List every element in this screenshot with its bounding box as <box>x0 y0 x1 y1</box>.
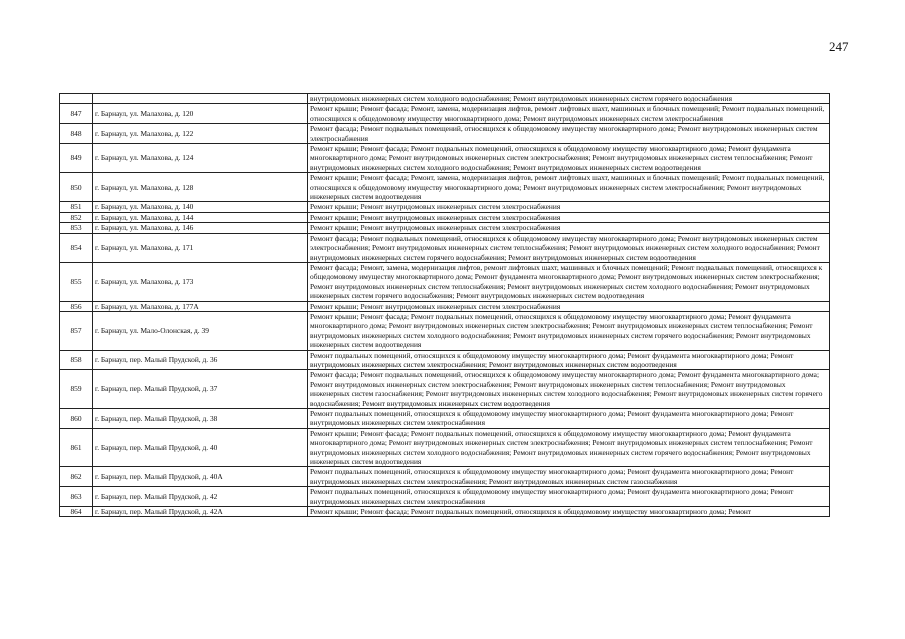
row-address: г. Барнаул, ул. Малахова, д. 173 <box>93 262 308 301</box>
row-works: Ремонт крыши; Ремонт фасада; Ремонт, замена, модернизация лифтов, ремонт лифтовых шахт, машинных и блочных помещений; Ремонт подвальных помещений, относящихся к общедомовому имуществу многоквартирного дома; Ремонт внутридомовых инженерных систем электроснабжения; Ремонт внутридомовых инженерных систем водоотведения <box>308 173 830 202</box>
repair-registry-table <box>59 93 830 517</box>
table-row <box>60 212 830 222</box>
row-number: 850 <box>60 173 93 202</box>
table-row <box>60 370 830 409</box>
row-number: 853 <box>60 223 93 233</box>
table-row <box>60 104 830 124</box>
row-number: 858 <box>60 350 93 370</box>
row-address: г. Барнаул, ул. Малахова, д. 124 <box>93 144 308 173</box>
row-works: Ремонт подвальных помещений, относящихся к общедомовому имуществу многоквартирного дома; Ремонт фундамента многоквартирного дома; Ремонт внутридомовых инженерных систем электроснабжения; Ремонт внутридомовых инженерных систем водоотведения <box>308 350 830 370</box>
table-row <box>60 202 830 212</box>
table-row <box>60 487 830 507</box>
table-row <box>60 311 830 350</box>
row-works: Ремонт фасада; Ремонт подвальных помещений, относящихся к общедомовому имуществу многоквартирного дома; Ремонт фундамента многоквартирного дома; Ремонт внутридомовых инженерных систем электроснабжения; Ремонт внутридомовых инженерных систем теплоснабжения; Ремонт внутридомовых инженерных систем газоснабжения; Ремонт внутридомовых инженерных систем холодного водоснабжения; Ремонт внутридомовых инженерных систем горячего водоснабжения; Ремонт внутридомовых инженерных систем водоотведения <box>308 370 830 409</box>
row-number: 849 <box>60 144 93 173</box>
row-number: 854 <box>60 233 93 262</box>
row-address: г. Барнаул, ул. Малахова, д. 177А <box>93 301 308 311</box>
row-address: г. Барнаул, ул. Малахова, д. 146 <box>93 223 308 233</box>
table-row <box>60 428 830 467</box>
row-works: Ремонт фасада; Ремонт подвальных помещений, относящихся к общедомовому имуществу многоквартирного дома; Ремонт внутридомовых инженерных систем электроснабжения <box>308 124 830 144</box>
row-address: г. Барнаул, пер. Малый Прудской, д. 37 <box>93 370 308 409</box>
row-address: г. Барнаул, пер. Малый Прудской, д. 40А <box>93 467 308 487</box>
row-works: Ремонт крыши; Ремонт внутридомовых инженерных систем электроснабжения <box>308 301 830 311</box>
row-works: Ремонт фасада; Ремонт подвальных помещений, относящихся к общедомовому имуществу многоквартирного дома; Ремонт внутридомовых инженерных систем электроснабжения; Ремонт внутридомовых инженерных систем теплоснабжения; Ремонт внутридомовых инженерных систем холодного водоснабжения; Ремонт внутридомовых инженерных систем горячего водоснабжения; Ремонт внутридомовых инженерных систем водоотведения <box>308 233 830 262</box>
row-number: 864 <box>60 507 93 517</box>
row-works: Ремонт подвальных помещений, относящихся к общедомовому имуществу многоквартирного дома; Ремонт фундамента многоквартирного дома; Ремонт внутридомовых инженерных систем электроснабжения; Ремонт внутридомовых инженерных систем газоснабжения <box>308 467 830 487</box>
row-works: Ремонт крыши; Ремонт фасада; Ремонт, замена, модернизация лифтов, ремонт лифтовых шахт, машинных и блочных помещений; Ремонт подвальных помещений, относящихся к общедомовому имуществу многоквартирного дома; Ремонт внутридомовых инженерных систем электроснабжения <box>308 104 830 124</box>
row-works: Ремонт крыши; Ремонт фасада; Ремонт подвальных помещений, относящихся к общедомовому имуществу многоквартирного дома; Ремонт фундамента многоквартирного дома; Ремонт внутридомовых инженерных систем электроснабжения; Ремонт внутридомовых инженерных систем теплоснабжения; Ремонт внутридомовых инженерных систем холодного водоснабжения; Ремонт внутридомовых инженерных систем горячего водоснабжения; Ремонт внутридомовых инженерных систем водоотведения <box>308 311 830 350</box>
table-row <box>60 124 830 144</box>
row-works: Ремонт крыши; Ремонт фасада; Ремонт подвальных помещений, относящихся к общедомовому имуществу многоквартирного дома; Ремонт фундамента многоквартирного дома; Ремонт внутридомовых инженерных систем электроснабжения; Ремонт внутридомовых инженерных систем теплоснабжения; Ремонт внутридомовых инженерных систем холодного водоснабжения; Ремонт внутридомовых инженерных систем водоотведения <box>308 144 830 173</box>
row-number: 861 <box>60 428 93 467</box>
row-number: 860 <box>60 409 93 429</box>
row-works: Ремонт подвальных помещений, относящихся к общедомовому имуществу многоквартирного дома; Ремонт фундамента многоквартирного дома; Ремонт внутридомовых инженерных систем электроснабжения <box>308 487 830 507</box>
table-row <box>60 262 830 301</box>
row-address: г. Барнаул, пер. Малый Прудской, д. 42 <box>93 487 308 507</box>
row-address: г. Барнаул, ул. Малахова, д. 122 <box>93 124 308 144</box>
table-row <box>60 409 830 429</box>
row-address: г. Барнаул, пер. Малый Прудской, д. 42А <box>93 507 308 517</box>
row-works: Ремонт фасада; Ремонт, замена, модернизация лифтов, ремонт лифтовых шахт, машинных и блочных помещений; Ремонт подвальных помещений, относящихся к общедомовому имуществу многоквартирного дома; Ремонт фундамента многоквартирного дома; Ремонт внутридомовых инженерных систем электроснабжения; Ремонт внутридомовых инженерных систем теплоснабжения; Ремонт внутридомовых инженерных систем холодного водоснабжения; Ремонт внутридомовых инженерных систем горячего водоснабжения; Ремонт внутридомовых инженерных систем водоотведения <box>308 262 830 301</box>
row-works: Ремонт подвальных помещений, относящихся к общедомовому имуществу многоквартирного дома; Ремонт фундамента многоквартирного дома; Ремонт внутридомовых инженерных систем электроснабжения <box>308 409 830 429</box>
row-address: г. Барнаул, ул. Малахова, д. 120 <box>93 104 308 124</box>
table-row <box>60 233 830 262</box>
row-number: 862 <box>60 467 93 487</box>
table-row <box>60 173 830 202</box>
table-row <box>60 301 830 311</box>
table-row <box>60 223 830 233</box>
row-number: 848 <box>60 124 93 144</box>
row-number: 852 <box>60 212 93 222</box>
row-number: 851 <box>60 202 93 212</box>
row-number: 847 <box>60 104 93 124</box>
page-number: 247 <box>829 39 849 54</box>
row-address: г. Барнаул, ул. Мало-Олонская, д. 39 <box>93 311 308 350</box>
row-number <box>60 94 93 104</box>
row-number: 863 <box>60 487 93 507</box>
row-works: Ремонт крыши; Ремонт фасада; Ремонт подвальных помещений, относящихся к общедомовому имуществу многоквартирного дома; Ремонт <box>308 507 830 517</box>
row-works: Ремонт крыши; Ремонт внутридомовых инженерных систем электроснабжения <box>308 212 830 222</box>
row-address: г. Барнаул, ул. Малахова, д. 140 <box>93 202 308 212</box>
table-row <box>60 94 830 104</box>
row-number: 857 <box>60 311 93 350</box>
table-row <box>60 350 830 370</box>
row-address: г. Барнаул, пер. Малый Прудской, д. 40 <box>93 428 308 467</box>
row-address: г. Барнаул, пер. Малый Прудской, д. 38 <box>93 409 308 429</box>
table-row <box>60 507 830 517</box>
row-address: г. Барнаул, ул. Малахова, д. 171 <box>93 233 308 262</box>
row-works: Ремонт крыши; Ремонт фасада; Ремонт подвальных помещений, относящихся к общедомовому имуществу многоквартирного дома; Ремонт фундамента многоквартирного дома; Ремонт внутридомовых инженерных систем электроснабжения; Ремонт внутридомовых инженерных систем теплоснабжения; Ремонт внутридомовых инженерных систем холодного водоснабжения; Ремонт внутридомовых инженерных систем горячего водоснабжения; Ремонт внутридомовых инженерных систем водоотведения <box>308 428 830 467</box>
row-number: 855 <box>60 262 93 301</box>
table-row <box>60 144 830 173</box>
row-number: 859 <box>60 370 93 409</box>
row-works: Ремонт крыши; Ремонт внутридомовых инженерных систем электроснабжения <box>308 202 830 212</box>
row-works: внутридомовых инженерных систем холодного водоснабжения; Ремонт внутридомовых инженерных систем горячего водоснабжения <box>308 94 830 104</box>
row-works: Ремонт крыши; Ремонт внутридомовых инженерных систем электроснабжения <box>308 223 830 233</box>
row-address <box>93 94 308 104</box>
row-address: г. Барнаул, ул. Малахова, д. 128 <box>93 173 308 202</box>
row-number: 856 <box>60 301 93 311</box>
row-address: г. Барнаул, пер. Малый Прудской, д. 36 <box>93 350 308 370</box>
row-address: г. Барнаул, ул. Малахова, д. 144 <box>93 212 308 222</box>
table-row <box>60 467 830 487</box>
